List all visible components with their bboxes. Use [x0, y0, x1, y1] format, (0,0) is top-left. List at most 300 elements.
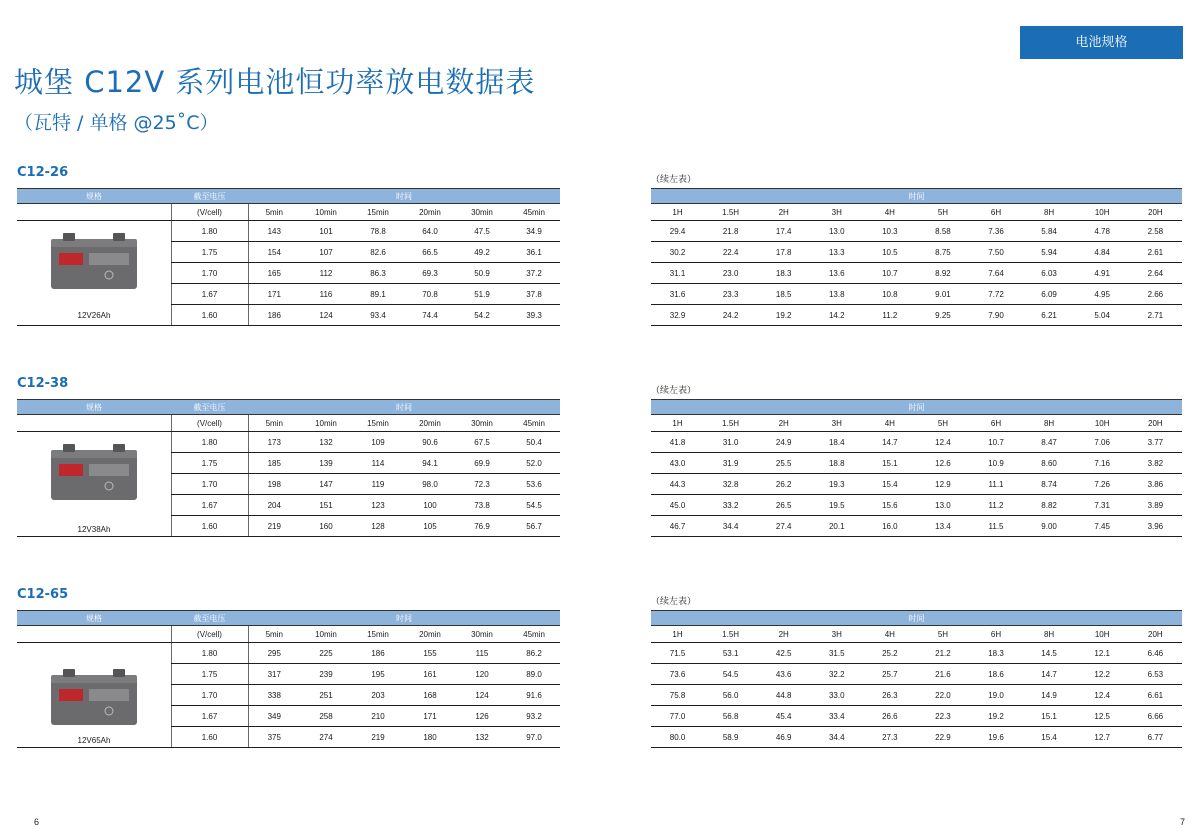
value-cell: 14.9	[1023, 685, 1076, 706]
value-cell: 15.1	[863, 453, 916, 474]
time-col-header: 10min	[300, 415, 352, 432]
time-header: 时间	[248, 189, 560, 204]
value-cell: 132	[300, 432, 352, 453]
blank-cell	[17, 626, 171, 643]
time-col-header: 4H	[863, 415, 916, 432]
value-cell: 12.7	[1076, 727, 1129, 748]
subheader-row	[651, 415, 1182, 432]
value-cell: 7.31	[1076, 495, 1129, 516]
value-cell: 25.2	[863, 643, 916, 664]
header-row	[17, 400, 560, 415]
value-cell: 161	[404, 664, 456, 685]
value-cell: 31.9	[704, 453, 757, 474]
value-cell: 24.9	[757, 432, 810, 453]
value-cell: 14.2	[810, 305, 863, 326]
value-cell: 32.2	[810, 664, 863, 685]
value-cell: 168	[404, 685, 456, 706]
value-cell: 36.1	[508, 242, 560, 263]
value-cell: 27.3	[863, 727, 916, 748]
value-cell: 89.0	[508, 664, 560, 685]
table-row	[651, 685, 1182, 706]
time-col-header: 15min	[352, 204, 404, 221]
value-cell: 5.84	[1023, 221, 1076, 242]
table-row	[651, 643, 1182, 664]
value-cell: 33.0	[810, 685, 863, 706]
value-cell: 31.0	[704, 432, 757, 453]
time-col-header: 3H	[810, 415, 863, 432]
battery-holder	[49, 667, 139, 729]
value-cell: 43.0	[651, 453, 704, 474]
value-cell: 4.78	[1076, 221, 1129, 242]
unit-header: (V/cell)	[171, 626, 248, 643]
value-cell: 100	[404, 495, 456, 516]
value-cell: 4.84	[1076, 242, 1129, 263]
model-label: C12-26	[17, 165, 69, 180]
subheader-row	[17, 626, 560, 643]
value-cell: 19.6	[969, 727, 1022, 748]
value-cell: 11.1	[969, 474, 1022, 495]
value-cell: 124	[300, 305, 352, 326]
value-cell: 82.6	[352, 242, 404, 263]
value-cell: 45.0	[651, 495, 704, 516]
time-col-header: 10H	[1076, 415, 1129, 432]
time-col-header: 20H	[1129, 415, 1182, 432]
time-col-header: 45min	[508, 415, 560, 432]
value-cell: 86.2	[508, 643, 560, 664]
value-cell: 154	[248, 242, 300, 263]
table-row	[17, 221, 560, 242]
table-row	[651, 432, 1182, 453]
voltage-cell: 1.60	[171, 727, 248, 748]
value-cell: 204	[248, 495, 300, 516]
value-cell: 12.4	[1076, 685, 1129, 706]
voltage-cell: 1.75	[171, 664, 248, 685]
voltage-cell: 1.70	[171, 685, 248, 706]
value-cell: 10.7	[969, 432, 1022, 453]
time-col-header: 20H	[1129, 626, 1182, 643]
value-cell: 54.5	[508, 495, 560, 516]
time-col-header: 5min	[248, 626, 300, 643]
value-cell: 42.5	[757, 643, 810, 664]
value-cell: 123	[352, 495, 404, 516]
value-cell: 13.3	[810, 242, 863, 263]
subheader-row	[651, 204, 1182, 221]
value-cell: 6.61	[1129, 685, 1182, 706]
value-cell: 78.8	[352, 221, 404, 242]
value-cell: 9.00	[1023, 516, 1076, 537]
value-cell: 13.8	[810, 284, 863, 305]
value-cell: 18.6	[969, 664, 1022, 685]
value-cell: 37.8	[508, 284, 560, 305]
voltage-cell: 1.80	[171, 221, 248, 242]
value-cell: 8.60	[1023, 453, 1076, 474]
value-cell: 44.3	[651, 474, 704, 495]
time-col-header: 1.5H	[704, 415, 757, 432]
subheader-row	[17, 204, 560, 221]
value-cell: 11.2	[969, 495, 1022, 516]
time-col-header: 20H	[1129, 204, 1182, 221]
value-cell: 54.2	[456, 305, 508, 326]
value-cell: 6.03	[1023, 263, 1076, 284]
cutoff-header: 截至电压	[171, 611, 248, 626]
value-cell: 98.0	[404, 474, 456, 495]
value-cell: 132	[456, 727, 508, 748]
value-cell: 75.8	[651, 685, 704, 706]
value-cell: 13.6	[810, 263, 863, 284]
value-cell: 128	[352, 516, 404, 537]
voltage-cell: 1.67	[171, 495, 248, 516]
value-cell: 18.4	[810, 432, 863, 453]
value-cell: 105	[404, 516, 456, 537]
value-cell: 31.1	[651, 263, 704, 284]
value-cell: 2.64	[1129, 263, 1182, 284]
voltage-cell: 1.75	[171, 453, 248, 474]
time-col-header: 8H	[1023, 626, 1076, 643]
value-cell: 338	[248, 685, 300, 706]
value-cell: 26.3	[863, 685, 916, 706]
value-cell: 97.0	[508, 727, 560, 748]
page-number-right: 7	[1180, 817, 1186, 827]
value-cell: 46.7	[651, 516, 704, 537]
unit-header: (V/cell)	[171, 204, 248, 221]
table-row	[651, 474, 1182, 495]
value-cell: 86.3	[352, 263, 404, 284]
time-col-header: 1H	[651, 415, 704, 432]
value-cell: 72.3	[456, 474, 508, 495]
value-cell: 67.5	[456, 432, 508, 453]
voltage-cell: 1.70	[171, 474, 248, 495]
unit-header: (V/cell)	[171, 415, 248, 432]
voltage-cell: 1.75	[171, 242, 248, 263]
value-cell: 5.94	[1023, 242, 1076, 263]
value-cell: 210	[352, 706, 404, 727]
page-number-left: 6	[34, 817, 40, 827]
value-cell: 13.4	[916, 516, 969, 537]
table-row	[651, 305, 1182, 326]
time-col-header: 6H	[969, 415, 1022, 432]
voltage-cell: 1.60	[171, 305, 248, 326]
value-cell: 225	[300, 643, 352, 664]
value-cell: 27.4	[757, 516, 810, 537]
time-col-header: 8H	[1023, 204, 1076, 221]
value-cell: 13.0	[810, 221, 863, 242]
value-cell: 45.4	[757, 706, 810, 727]
value-cell: 8.75	[916, 242, 969, 263]
discharge-table-long	[651, 399, 1182, 537]
value-cell: 21.6	[916, 664, 969, 685]
table-row	[651, 453, 1182, 474]
header-row	[651, 400, 1182, 415]
value-cell: 43.6	[757, 664, 810, 685]
value-cell: 2.61	[1129, 242, 1182, 263]
voltage-cell: 1.67	[171, 706, 248, 727]
value-cell: 10.5	[863, 242, 916, 263]
value-cell: 53.1	[704, 643, 757, 664]
capacity-label: 12V38Ah	[77, 525, 111, 534]
time-col-header: 4H	[863, 626, 916, 643]
time-header: 时间	[651, 611, 1182, 626]
subheader-row	[651, 626, 1182, 643]
time-col-header: 2H	[757, 204, 810, 221]
model-label: C12-38	[17, 376, 69, 391]
value-cell: 94.1	[404, 453, 456, 474]
header-row	[17, 611, 560, 626]
value-cell: 56.7	[508, 516, 560, 537]
time-col-header: 3H	[810, 626, 863, 643]
time-header: 时间	[651, 400, 1182, 415]
value-cell: 10.7	[863, 263, 916, 284]
value-cell: 14.7	[863, 432, 916, 453]
value-cell: 33.4	[810, 706, 863, 727]
time-col-header: 1H	[651, 204, 704, 221]
value-cell: 3.89	[1129, 495, 1182, 516]
value-cell: 23.3	[704, 284, 757, 305]
value-cell: 32.8	[704, 474, 757, 495]
value-cell: 41.8	[651, 432, 704, 453]
value-cell: 251	[300, 685, 352, 706]
time-col-header: 5H	[916, 415, 969, 432]
value-cell: 25.5	[757, 453, 810, 474]
value-cell: 49.2	[456, 242, 508, 263]
value-cell: 219	[352, 727, 404, 748]
table-row	[651, 263, 1182, 284]
table-row	[17, 643, 560, 664]
value-cell: 73.8	[456, 495, 508, 516]
battery-holder	[49, 231, 139, 293]
value-cell: 12.2	[1076, 664, 1129, 685]
value-cell: 186	[248, 305, 300, 326]
value-cell: 151	[300, 495, 352, 516]
value-cell: 7.26	[1076, 474, 1129, 495]
value-cell: 116	[300, 284, 352, 305]
time-col-header: 30min	[456, 415, 508, 432]
blank-cell	[17, 415, 171, 432]
value-cell: 3.77	[1129, 432, 1182, 453]
discharge-table-short	[17, 610, 560, 748]
value-cell: 52.0	[508, 453, 560, 474]
battery-holder	[49, 442, 139, 504]
value-cell: 124	[456, 685, 508, 706]
value-cell: 7.64	[969, 263, 1022, 284]
voltage-cell: 1.80	[171, 643, 248, 664]
value-cell: 165	[248, 263, 300, 284]
value-cell: 2.58	[1129, 221, 1182, 242]
time-col-header: 2H	[757, 626, 810, 643]
value-cell: 195	[352, 664, 404, 685]
value-cell: 107	[300, 242, 352, 263]
value-cell: 12.1	[1076, 643, 1129, 664]
value-cell: 7.90	[969, 305, 1022, 326]
value-cell: 160	[300, 516, 352, 537]
value-cell: 19.0	[969, 685, 1022, 706]
value-cell: 73.6	[651, 664, 704, 685]
value-cell: 30.2	[651, 242, 704, 263]
header-row	[651, 189, 1182, 204]
value-cell: 56.8	[704, 706, 757, 727]
value-cell: 15.6	[863, 495, 916, 516]
value-cell: 74.4	[404, 305, 456, 326]
voltage-cell: 1.67	[171, 284, 248, 305]
discharge-table-long	[651, 610, 1182, 748]
value-cell: 76.9	[456, 516, 508, 537]
time-col-header: 1H	[651, 626, 704, 643]
spec-header: 规格	[17, 400, 171, 415]
value-cell: 9.01	[916, 284, 969, 305]
time-col-header: 5min	[248, 204, 300, 221]
value-cell: 23.0	[704, 263, 757, 284]
value-cell: 4.95	[1076, 284, 1129, 305]
time-col-header: 1.5H	[704, 204, 757, 221]
continued-label: （续左表）	[651, 386, 697, 396]
value-cell: 219	[248, 516, 300, 537]
value-cell: 12.5	[1076, 706, 1129, 727]
table-row	[651, 242, 1182, 263]
value-cell: 22.9	[916, 727, 969, 748]
voltage-cell: 1.60	[171, 516, 248, 537]
value-cell: 19.2	[757, 305, 810, 326]
time-col-header: 15min	[352, 626, 404, 643]
value-cell: 7.72	[969, 284, 1022, 305]
value-cell: 126	[456, 706, 508, 727]
value-cell: 93.2	[508, 706, 560, 727]
value-cell: 15.1	[1023, 706, 1076, 727]
time-col-header: 45min	[508, 204, 560, 221]
value-cell: 37.2	[508, 263, 560, 284]
time-col-header: 5min	[248, 415, 300, 432]
value-cell: 3.86	[1129, 474, 1182, 495]
value-cell: 180	[404, 727, 456, 748]
model-label: C12-65	[17, 587, 69, 602]
value-cell: 33.2	[704, 495, 757, 516]
value-cell: 58.9	[704, 727, 757, 748]
battery-image	[49, 231, 139, 291]
value-cell: 2.66	[1129, 284, 1182, 305]
value-cell: 22.0	[916, 685, 969, 706]
blank-cell	[17, 204, 171, 221]
capacity-label: 12V26Ah	[77, 311, 111, 320]
value-cell: 51.9	[456, 284, 508, 305]
value-cell: 22.4	[704, 242, 757, 263]
value-cell: 50.9	[456, 263, 508, 284]
time-col-header: 4H	[863, 204, 916, 221]
cutoff-header: 截至电压	[171, 189, 248, 204]
continued-label: （续左表）	[651, 175, 697, 185]
spec-header: 规格	[17, 611, 171, 626]
value-cell: 109	[352, 432, 404, 453]
value-cell: 295	[248, 643, 300, 664]
value-cell: 18.8	[810, 453, 863, 474]
value-cell: 90.6	[404, 432, 456, 453]
value-cell: 12.6	[916, 453, 969, 474]
value-cell: 112	[300, 263, 352, 284]
table-row	[651, 495, 1182, 516]
value-cell: 34.4	[704, 516, 757, 537]
time-col-header: 20min	[404, 626, 456, 643]
value-cell: 34.9	[508, 221, 560, 242]
value-cell: 18.3	[757, 263, 810, 284]
time-col-header: 2H	[757, 415, 810, 432]
value-cell: 18.3	[969, 643, 1022, 664]
value-cell: 3.82	[1129, 453, 1182, 474]
value-cell: 93.4	[352, 305, 404, 326]
value-cell: 10.9	[969, 453, 1022, 474]
value-cell: 9.25	[916, 305, 969, 326]
value-cell: 32.9	[651, 305, 704, 326]
value-cell: 10.8	[863, 284, 916, 305]
time-col-header: 1.5H	[704, 626, 757, 643]
time-col-header: 5H	[916, 626, 969, 643]
value-cell: 91.6	[508, 685, 560, 706]
value-cell: 39.3	[508, 305, 560, 326]
value-cell: 6.66	[1129, 706, 1182, 727]
time-col-header: 10H	[1076, 626, 1129, 643]
value-cell: 16.0	[863, 516, 916, 537]
header-row	[17, 189, 560, 204]
value-cell: 6.53	[1129, 664, 1182, 685]
time-col-header: 10min	[300, 626, 352, 643]
value-cell: 11.5	[969, 516, 1022, 537]
value-cell: 349	[248, 706, 300, 727]
value-cell: 17.4	[757, 221, 810, 242]
table-row	[651, 516, 1182, 537]
value-cell: 8.82	[1023, 495, 1076, 516]
value-cell: 120	[456, 664, 508, 685]
value-cell: 198	[248, 474, 300, 495]
header-row	[651, 611, 1182, 626]
page-subtitle: （瓦特 / 单格 @25˚C）	[14, 112, 219, 134]
value-cell: 4.91	[1076, 263, 1129, 284]
time-col-header: 15min	[352, 415, 404, 432]
time-col-header: 8H	[1023, 415, 1076, 432]
value-cell: 186	[352, 643, 404, 664]
discharge-table-short	[17, 399, 560, 537]
value-cell: 7.06	[1076, 432, 1129, 453]
value-cell: 14.7	[1023, 664, 1076, 685]
time-header: 时间	[248, 611, 560, 626]
value-cell: 66.5	[404, 242, 456, 263]
time-col-header: 20min	[404, 415, 456, 432]
value-cell: 21.2	[916, 643, 969, 664]
value-cell: 17.8	[757, 242, 810, 263]
value-cell: 13.0	[916, 495, 969, 516]
value-cell: 114	[352, 453, 404, 474]
value-cell: 64.0	[404, 221, 456, 242]
time-header: 时间	[248, 400, 560, 415]
value-cell: 18.5	[757, 284, 810, 305]
value-cell: 31.5	[810, 643, 863, 664]
capacity-label: 12V65Ah	[77, 736, 111, 745]
value-cell: 7.45	[1076, 516, 1129, 537]
value-cell: 20.1	[810, 516, 863, 537]
value-cell: 11.2	[863, 305, 916, 326]
time-header: 时间	[651, 189, 1182, 204]
value-cell: 8.58	[916, 221, 969, 242]
battery-cell	[17, 221, 171, 326]
battery-image	[49, 667, 139, 727]
value-cell: 171	[404, 706, 456, 727]
spec-header: 规格	[17, 189, 171, 204]
table-row	[651, 706, 1182, 727]
time-col-header: 6H	[969, 626, 1022, 643]
value-cell: 21.8	[704, 221, 757, 242]
value-cell: 155	[404, 643, 456, 664]
value-cell: 19.3	[810, 474, 863, 495]
table-row	[651, 727, 1182, 748]
value-cell: 119	[352, 474, 404, 495]
table-row	[17, 432, 560, 453]
continued-label: （续左表）	[651, 597, 697, 607]
voltage-cell: 1.70	[171, 263, 248, 284]
